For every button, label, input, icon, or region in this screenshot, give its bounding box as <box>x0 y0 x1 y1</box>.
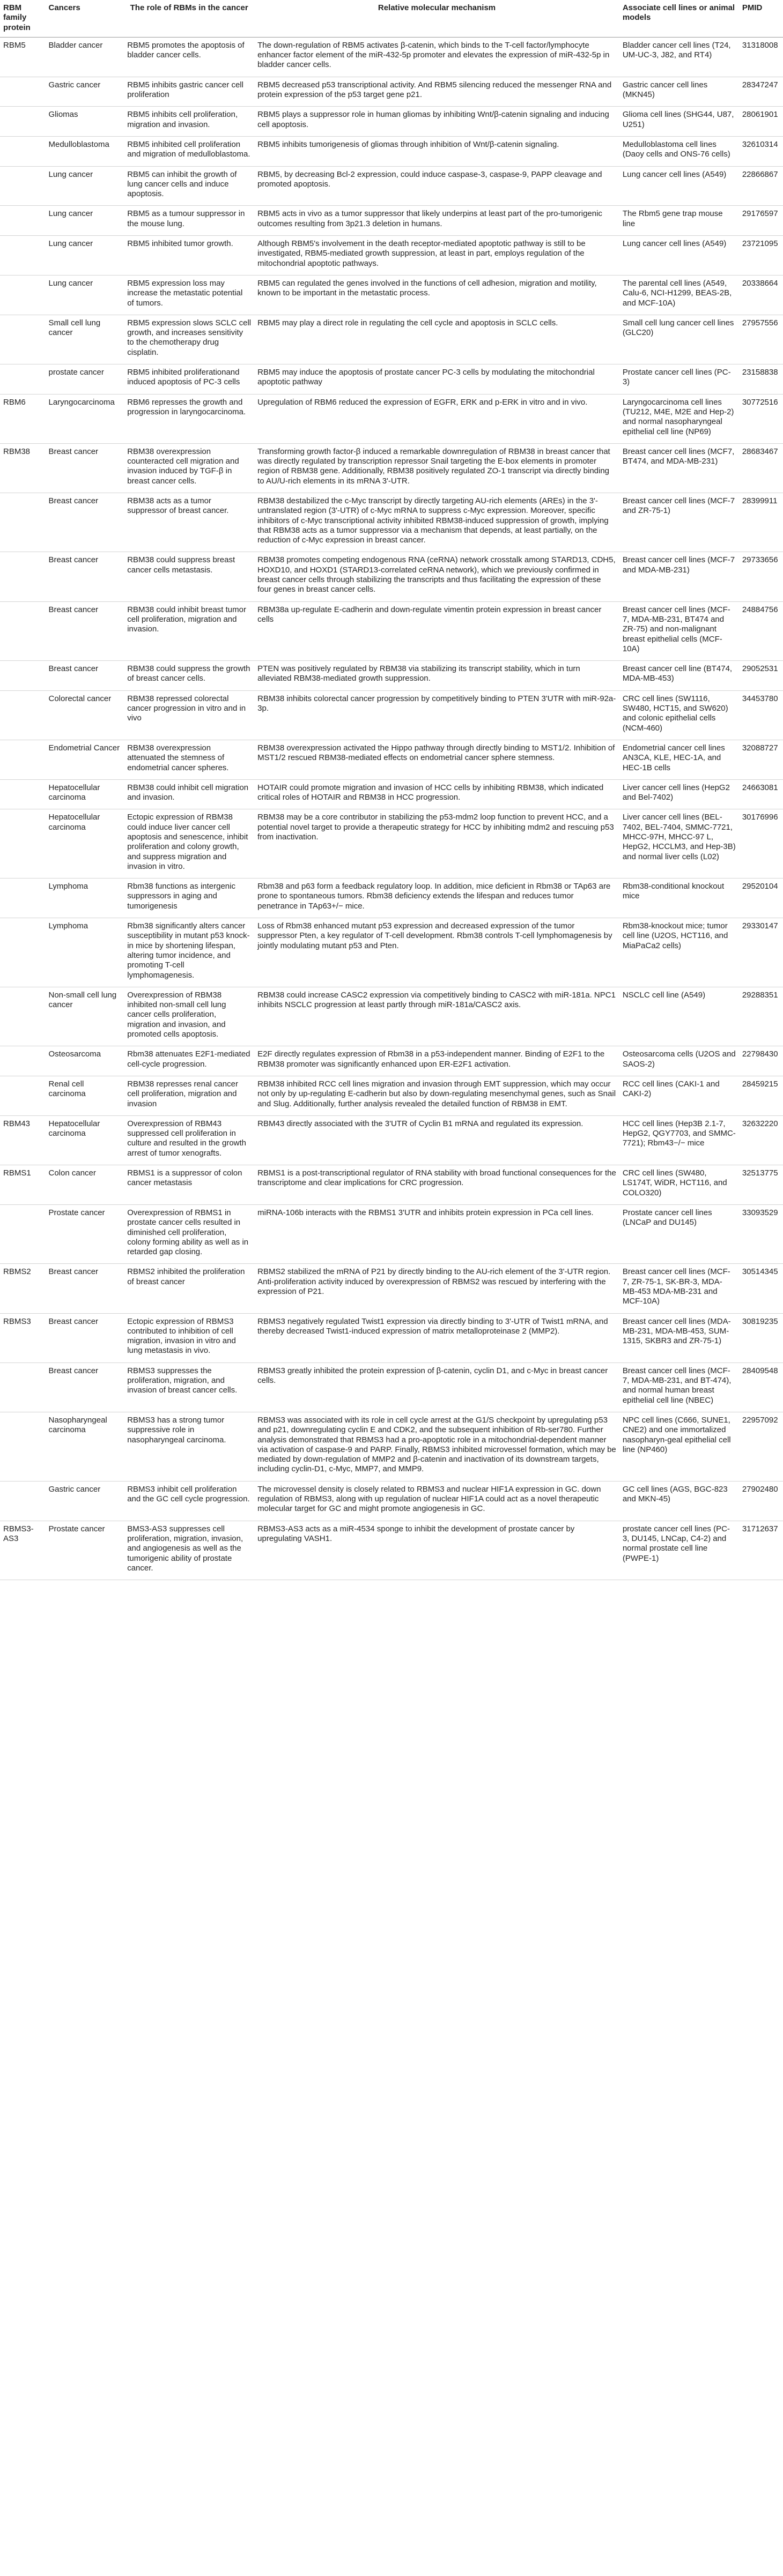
pmid-cell: 28061901 <box>739 107 783 137</box>
role-cell: RBM5 inhibits gastric cancer cell proliferation <box>124 77 254 107</box>
mechanism-cell: RBM5 plays a suppressor role in human gliomas by inhibiting Wnt/β-catenin signaling and inducing cell apoptosis. <box>254 107 619 137</box>
table-row <box>0 493 783 552</box>
cell-lines-cell: Laryngocarcinoma cell lines (TU212, M4E, M2E and Hep-2) and normal nasopharyngeal epithelial cell line (NP69) <box>619 394 739 443</box>
cell-lines-cell: prostate cancer cell lines (PC-3, DU145, LNCap, C4-2) and normal prostate cell line (PWPE-1) <box>619 1521 739 1580</box>
cell-lines-cell: GC cell lines (AGS, BGC-823 and MKN-45) <box>619 1481 739 1521</box>
table-row <box>0 690 783 740</box>
cancer-cell: Bladder cancer <box>46 37 124 77</box>
rbm-family-cell <box>0 987 46 1046</box>
table-row <box>0 1264 783 1313</box>
rbm-family-cell <box>0 779 46 809</box>
role-cell: RBM5 can inhibit the growth of lung cancer cells and induce apoptosis. <box>124 166 254 206</box>
role-cell: RBM38 acts as a tumor suppressor of breast cancer. <box>124 493 254 552</box>
table-row <box>0 1204 783 1263</box>
header-role: The role of RBMs in the cancer <box>124 0 254 37</box>
cancer-cell: Breast cancer <box>46 493 124 552</box>
rbm-family-cell: RBMS3 <box>0 1313 46 1363</box>
pmid-cell: 29520104 <box>739 878 783 918</box>
mechanism-cell: RBM38 overexpression activated the Hippo pathway through directly binding to MST1/2. Inhibition of MST1/2 rescued RBM38-mediated effects on endometrial cancer sphere stemness. <box>254 740 619 779</box>
table-row <box>0 1046 783 1076</box>
header-lines: Associate cell lines or animal models <box>619 0 739 37</box>
cancer-cell: Nasopharyngeal carcinoma <box>46 1412 124 1481</box>
role-cell: Overexpression of RBM38 inhibited non-small cell lung cancer cells proliferation, migration and invasion, and promoted cells apoptosis. <box>124 987 254 1046</box>
mechanism-cell: RBMS1 is a post-transcriptional regulator of RNA stability with broad functional consequences for the transcriptome and clear implications for CRC progression. <box>254 1165 619 1205</box>
cell-lines-cell: Glioma cell lines (SHG44, U87, U251) <box>619 107 739 137</box>
cancer-cell: Small cell lung cancer <box>46 315 124 364</box>
table-row <box>0 1115 783 1165</box>
mechanism-cell: RBM5 may play a direct role in regulating the cell cycle and apoptosis in SCLC cells. <box>254 315 619 364</box>
pmid-cell: 30819235 <box>739 1313 783 1363</box>
table-row <box>0 661 783 691</box>
role-cell: RBM5 expression loss may increase the metastatic potential of tumors. <box>124 275 254 315</box>
role-cell: Ectopic expression of RBMS3 contributed to inhibition of cell migration, invasion in vitro and lung metastasis in vivo. <box>124 1313 254 1363</box>
rbm-family-cell <box>0 661 46 691</box>
rbm-family-cell: RBMS1 <box>0 1165 46 1205</box>
cell-lines-cell: Osteosarcoma cells (U2OS and SAOS-2) <box>619 1046 739 1076</box>
role-cell: RBMS2 inhibited the proliferation of breast cancer <box>124 1264 254 1313</box>
pmid-cell: 23158838 <box>739 364 783 394</box>
pmid-cell: 32088727 <box>739 740 783 779</box>
mechanism-cell: RBM5, by decreasing Bcl-2 expression, could induce caspase-3, caspase-9, PAPP cleavage and promoted apoptosis. <box>254 166 619 206</box>
rbm-family-cell <box>0 740 46 779</box>
cell-lines-cell: Breast cancer cell lines (MCF-7 and ZR-75-1) <box>619 493 739 552</box>
pmid-cell: 28459215 <box>739 1076 783 1115</box>
cell-lines-cell: Bladder cancer cell lines (T24, UM-UC-3, J82, and RT4) <box>619 37 739 77</box>
mechanism-cell: RBMS2 stabilized the mRNA of P21 by directly binding to the AU-rich element of the 3'-UTR region. Anti-proliferation activity induced by overexpression of RBMS2 was rescued by interfering with the expression of P21. <box>254 1264 619 1313</box>
rbm-family-cell <box>0 918 46 987</box>
pmid-cell: 31712637 <box>739 1521 783 1580</box>
pmid-cell: 29733656 <box>739 552 783 601</box>
mechanism-cell: RBM5 may induce the apoptosis of prostate cancer PC-3 cells by modulating the mitochondrial apoptotic pathway <box>254 364 619 394</box>
role-cell: RBM5 inhibits cell proliferation, migration and invasion. <box>124 107 254 137</box>
header-pmid: PMID <box>739 0 783 37</box>
cell-lines-cell: Breast cancer cell line (BT474, MDA-MB-453) <box>619 661 739 691</box>
cancer-cell: Gastric cancer <box>46 77 124 107</box>
cell-lines-cell: Gastric cancer cell lines (MKN45) <box>619 77 739 107</box>
pmid-cell: 23721095 <box>739 236 783 276</box>
cell-lines-cell: Breast cancer cell lines (MCF-7, ZR-75-1, SK-BR-3, MDA-MB-453 MDA-MB-231 and MCF-10A) <box>619 1264 739 1313</box>
role-cell: RBMS3 has a strong tumor suppressive role in nasopharyngeal carcinoma. <box>124 1412 254 1481</box>
mechanism-cell: PTEN was positively regulated by RBM38 via stabilizing its transcript stability, which in turn alleviated RBM38-mediated growth suppression. <box>254 661 619 691</box>
cell-lines-cell: The parental cell lines (A549, Calu-6, NCI-H1299, BEAS-2B, and MCF-10A) <box>619 275 739 315</box>
table-row <box>0 315 783 364</box>
rbm-family-cell <box>0 206 46 236</box>
table-row <box>0 1521 783 1580</box>
cell-lines-cell: Endometrial cancer cell lines AN3CA, KLE, HEC-1A, and HEC-1B cells <box>619 740 739 779</box>
cell-lines-cell: Prostate cancer cell lines (LNCaP and DU145) <box>619 1204 739 1263</box>
mechanism-cell: Rbm38 and p63 form a feedback regulatory loop. In addition, mice deficient in Rbm38 or TAp63 are prone to spontaneous tumors. Rbm38 deficiency extends the lifespan and reduces tumor penetrance in TAp63+/− mice. <box>254 878 619 918</box>
cell-lines-cell: Liver cancer cell lines (BEL-7402, BEL-7404, SMMC-7721, MHCC-97H, MHCC-97 L, HepG2, HCCLM3, and Hep-3B) and normal liver cells (L02) <box>619 809 739 878</box>
cancer-cell: Gastric cancer <box>46 1481 124 1521</box>
rbm-family-cell <box>0 601 46 660</box>
cancer-cell: Osteosarcoma <box>46 1046 124 1076</box>
pmid-cell: 33093529 <box>739 1204 783 1263</box>
rbm-family-cell <box>0 878 46 918</box>
cancer-cell: Lung cancer <box>46 166 124 206</box>
mechanism-cell: The down-regulation of RBM5 activates β-catenin, which binds to the T-cell factor/lymphocyte enhancer factor element of the miR-432-5p promoter and elevates the expression of miR-432-5p in bladder cancer cells. <box>254 37 619 77</box>
cancer-cell: Lymphoma <box>46 878 124 918</box>
mechanism-cell: RBM5 decreased p53 transcriptional activity. And RBM5 silencing reduced the messenger RNA and protein expression of the p53 target gene p21. <box>254 77 619 107</box>
pmid-cell: 22798430 <box>739 1046 783 1076</box>
cancer-cell: Hepatocellular carcinoma <box>46 1115 124 1165</box>
table-row <box>0 601 783 660</box>
role-cell: RBM5 inhibited cell proliferation and migration of medulloblastoma. <box>124 136 254 166</box>
cell-lines-cell: Rbm38-conditional knockout mice <box>619 878 739 918</box>
rbm-family-cell <box>0 77 46 107</box>
table-row <box>0 552 783 601</box>
rbm-family-cell <box>0 493 46 552</box>
mechanism-cell: Upregulation of RBM6 reduced the expression of EGFR, ERK and p-ERK in vitro and in vivo. <box>254 394 619 443</box>
cell-lines-cell: Small cell lung cancer cell lines (GLC20) <box>619 315 739 364</box>
pmid-cell: 30176996 <box>739 809 783 878</box>
table-row <box>0 740 783 779</box>
cancer-cell: Laryngocarcinoma <box>46 394 124 443</box>
role-cell: Rbm38 attenuates E2F1-mediated cell-cycle progression. <box>124 1046 254 1076</box>
mechanism-cell: RBM38a up-regulate E-cadherin and down-regulate vimentin protein expression in breast cancer cells <box>254 601 619 660</box>
mechanism-cell: RBM5 acts in vivo as a tumor suppressor that likely underpins at least part of the pro-tumorigenic outcomes resulting from 3p21.3 deletion in humans. <box>254 206 619 236</box>
role-cell: RBM5 as a tumour suppressor in the mouse lung. <box>124 206 254 236</box>
table-row <box>0 1412 783 1481</box>
mechanism-cell: RBM38 could increase CASC2 expression via competitively binding to CASC2 with miR-181a. NPC1 inhibits NSCLC progression at least partly through miR-181a/CASC2 axis. <box>254 987 619 1046</box>
table-row <box>0 918 783 987</box>
role-cell: Ectopic expression of RBM38 could induce liver cancer cell apoptosis and senescence, inhibit proliferation and colony growth, and suppress migration and invasion in vitro. <box>124 809 254 878</box>
pmid-cell: 22957092 <box>739 1412 783 1481</box>
pmid-cell: 27957556 <box>739 315 783 364</box>
rbm-family-cell <box>0 1046 46 1076</box>
role-cell: Overexpression of RBMS1 in prostate cancer cells resulted in diminished cell proliferation, colony forming ability as well as in retarded gap closing. <box>124 1204 254 1263</box>
mechanism-cell: RBMS3 greatly inhibited the protein expression of β-catenin, cyclin D1, and c-Myc in breast cancer cells. <box>254 1363 619 1412</box>
table-row <box>0 1313 783 1363</box>
cell-lines-cell: Liver cancer cell lines (HepG2 and Bel-7402) <box>619 779 739 809</box>
rbm-family-cell: RBM38 <box>0 443 46 493</box>
pmid-cell: 20338664 <box>739 275 783 315</box>
cell-lines-cell: Prostate cancer cell lines (PC-3) <box>619 364 739 394</box>
pmid-cell: 32513775 <box>739 1165 783 1205</box>
table-row <box>0 166 783 206</box>
cancer-cell: Breast cancer <box>46 443 124 493</box>
cancer-cell: Breast cancer <box>46 552 124 601</box>
cell-lines-cell: HCC cell lines (Hep3B 2.1-7, HepG2, QGY7703, and SMMC-7721); Rbm43−/− mice <box>619 1115 739 1165</box>
cell-lines-cell: Breast cancer cell lines (MDA-MB-231, MDA-MB-453, SUM-1315, SKBR3 and ZR-75-1) <box>619 1313 739 1363</box>
cell-lines-cell: CRC cell lines (SW480, LS174T, WiDR, HCT116, and COLO320) <box>619 1165 739 1205</box>
pmid-cell: 29330147 <box>739 918 783 987</box>
cancer-cell: Breast cancer <box>46 1363 124 1412</box>
cancer-cell: Medulloblastoma <box>46 136 124 166</box>
rbm-family-cell: RBM43 <box>0 1115 46 1165</box>
table-row <box>0 809 783 878</box>
rbm-family-cell <box>0 315 46 364</box>
header-row <box>0 0 783 37</box>
cancer-cell: Lung cancer <box>46 206 124 236</box>
table-row <box>0 364 783 394</box>
table-row <box>0 1076 783 1115</box>
rbm-family-cell <box>0 166 46 206</box>
cancer-cell: Renal cell carcinoma <box>46 1076 124 1115</box>
pmid-cell: 29052531 <box>739 661 783 691</box>
rbm-family-cell <box>0 236 46 276</box>
cell-lines-cell: RCC cell lines (CAKI-1 and CAKI-2) <box>619 1076 739 1115</box>
pmid-cell: 24884756 <box>739 601 783 660</box>
pmid-cell: 28409548 <box>739 1363 783 1412</box>
role-cell: RBM38 could suppress breast cancer cells metastasis. <box>124 552 254 601</box>
rbm-family-cell <box>0 1481 46 1521</box>
cell-lines-cell: Rbm38-knockout mice; tumor cell line (U2OS, HCT116, and MiaPaCa2 cells) <box>619 918 739 987</box>
table-row <box>0 37 783 77</box>
rbm-family-cell <box>0 1412 46 1481</box>
pmid-cell: 32610314 <box>739 136 783 166</box>
rbm-family-cell <box>0 1363 46 1412</box>
role-cell: Rbm38 functions as intergenic suppressors in aging and tumorigenesis <box>124 878 254 918</box>
cell-lines-cell: Medulloblastoma cell lines (Daoy cells and ONS-76 cells) <box>619 136 739 166</box>
pmid-cell: 24663081 <box>739 779 783 809</box>
pmid-cell: 22866867 <box>739 166 783 206</box>
role-cell: Overexpression of RBM43 suppressed cell proliferation in culture and resulted in the growth arrest of tumor xenografts. <box>124 1115 254 1165</box>
header-mechanism: Relative molecular mechanism <box>254 0 619 37</box>
role-cell: BMS3-AS3 suppresses cell proliferation, migration, invasion, and angiogenesis as well as the tumorigenic ability of prostate cancer. <box>124 1521 254 1580</box>
mechanism-cell: Although RBM5's involvement in the death receptor-mediated apoptotic pathway is still to be investigated, RBM5-mediated growth suppression, at least in part, employs regulation of the mitochondrial apoptotic pathways. <box>254 236 619 276</box>
rbm-family-cell: RBMS2 <box>0 1264 46 1313</box>
table-row <box>0 1481 783 1521</box>
rbm-family-cell <box>0 107 46 137</box>
cancer-cell: Colon cancer <box>46 1165 124 1205</box>
mechanism-cell: RBMS3-AS3 acts as a miR-4534 sponge to inhibit the development of prostate cancer by upregulating VASH1. <box>254 1521 619 1580</box>
mechanism-cell: RBM38 inhibits colorectal cancer progression by competitively binding to PTEN 3'UTR with miR-92a-3p. <box>254 690 619 740</box>
role-cell: RBM38 could suppress the growth of breast cancer cells. <box>124 661 254 691</box>
cell-lines-cell: Breast cancer cell lines (MCF-7 and MDA-MB-231) <box>619 552 739 601</box>
rbm-family-cell <box>0 364 46 394</box>
pmid-cell: 31318008 <box>739 37 783 77</box>
mechanism-cell: RBM43 directly associated with the 3'UTR of Cyclin B1 mRNA and regulated its expression. <box>254 1115 619 1165</box>
rbm-family-cell <box>0 275 46 315</box>
mechanism-cell: Transforming growth factor-β induced a remarkable downregulation of RBM38 in breast cancer that was directly regulated by transcription repressor Snail targeting the E-box elements in promoter region of RBM38 gene. Additionally, RBM38 positively regulated ZO-1 transcript via directly binding to AU/U-rich elements in its mRNA 3'-UTR. <box>254 443 619 493</box>
cancer-cell: Endometrial Cancer <box>46 740 124 779</box>
rbm-family-cell: RBM6 <box>0 394 46 443</box>
cancer-cell: Breast cancer <box>46 661 124 691</box>
table-row <box>0 779 783 809</box>
role-cell: RBM6 represses the growth and progression in laryngocarcinoma. <box>124 394 254 443</box>
cancer-cell: Prostate cancer <box>46 1204 124 1263</box>
role-cell: RBM5 inhibited proliferationand induced apoptosis of PC-3 cells <box>124 364 254 394</box>
table-row <box>0 136 783 166</box>
mechanism-cell: RBMS3 negatively regulated Twist1 expression via directly binding to 3'-UTR of Twist1 mRNA, and thereby decreased Twist1-induced expression of matrix metalloproteinase 2 (MMP2). <box>254 1313 619 1363</box>
mechanism-cell: RBM38 destabilized the c-Myc transcript by directly targeting AU-rich elements (AREs) in the 3'-untranslated region (3'-UTR) of c-Myc mRNA to suppress c-Myc expression. Moreover, specific inhibitors of c-Myc transcriptional activity inhibited RBM38-induced suppression of growth, implying that RBM38 acts as a tumor suppressor via a mechanism that depends, at least partially, on the reduction of c-Myc expression in breast cancer. <box>254 493 619 552</box>
table-row <box>0 107 783 137</box>
cell-lines-cell: Breast cancer cell lines (MCF-7, MDA-MB-231, and BT-474), and normal human breast epithelial cell line (NBEC) <box>619 1363 739 1412</box>
cancer-cell: Breast cancer <box>46 1264 124 1313</box>
pmid-cell: 29176597 <box>739 206 783 236</box>
pmid-cell: 30772516 <box>739 394 783 443</box>
cancer-cell: Prostate cancer <box>46 1521 124 1580</box>
rbm-family-cell <box>0 690 46 740</box>
mechanism-cell: RBMS3 was associated with its role in cell cycle arrest at the G1/S checkpoint by upregulating p53 and p21, downregulating cyclin E and CDK2, and the subsequent inhibition of Rb-ser780. Further analysis demonstrated that RBMS3 had a pro-apoptotic role in a mitochondrial-dependent manner via activation of caspase-9 and PARP. Finally, RBMS3 inhibited microvessel formation, which may be mediated by down-regulation of MMP2 and β-catenin and inactivation of its downstream targets, including cyclin-D1, c-Myc, MMP7, and MMP9. <box>254 1412 619 1481</box>
mechanism-cell: RBM5 can regulated the genes involved in the functions of cell adhesion, migration and motility, known to be important in the metastatic process. <box>254 275 619 315</box>
cancer-cell: Lung cancer <box>46 236 124 276</box>
header-rbm: RBM family protein <box>0 0 46 37</box>
cancer-cell: Lymphoma <box>46 918 124 987</box>
rbm-family-cell <box>0 136 46 166</box>
table-body <box>0 37 783 1580</box>
pmid-cell: 32632220 <box>739 1115 783 1165</box>
role-cell: RBM5 promotes the apoptosis of bladder cancer cells. <box>124 37 254 77</box>
cell-lines-cell: Breast cancer cell lines (MCF7, BT474, and MDA-MB-231) <box>619 443 739 493</box>
role-cell: RBM5 inhibited tumor growth. <box>124 236 254 276</box>
pmid-cell: 28399911 <box>739 493 783 552</box>
pmid-cell: 34453780 <box>739 690 783 740</box>
role-cell: RBM38 repressed colorectal cancer progression in vitro and in vivo <box>124 690 254 740</box>
role-cell: RBM38 could inhibit cell migration and invasion. <box>124 779 254 809</box>
mechanism-cell: RBM38 may be a core contributor in stabilizing the p53-mdm2 loop function to prevent HCC, and a potential novel target to provide a therapeutic strategy for HCC by inhibiting mdm2 and rescuing p53 from inactivation. <box>254 809 619 878</box>
role-cell: RBM38 overexpression attenuated the stemness of endometrial cancer spheres. <box>124 740 254 779</box>
role-cell: RBM5 expression slows SCLC cell growth, and increases sensitivity to the chemotherapy drug cisplatin. <box>124 315 254 364</box>
table-row <box>0 1165 783 1205</box>
rbm-family-cell <box>0 809 46 878</box>
cancer-cell: Gliomas <box>46 107 124 137</box>
role-cell: RBMS1 is a suppressor of colon cancer metastasis <box>124 1165 254 1205</box>
table-row <box>0 236 783 276</box>
mechanism-cell: Loss of Rbm38 enhanced mutant p53 expression and decreased expression of the tumor suppressor Pten, a key regulator of T-cell development. Rbm38 controls T-cell lymphomagenesis by jointly modulating mutant p53 and Pten. <box>254 918 619 987</box>
rbm-family-cell <box>0 1204 46 1263</box>
rbm-family-cell: RBM5 <box>0 37 46 77</box>
mechanism-cell: HOTAIR could promote migration and invasion of HCC cells by inhibiting RBM38, which indicated critical roles of HOTAIR and RBM38 in HCC progression. <box>254 779 619 809</box>
table-row <box>0 77 783 107</box>
cancer-cell: Hepatocellular carcinoma <box>46 809 124 878</box>
pmid-cell: 30514345 <box>739 1264 783 1313</box>
cancer-cell: prostate cancer <box>46 364 124 394</box>
cell-lines-cell: CRC cell lines (SW1116, SW480, HCT15, and SW620) and colonic epithelial cells (NCM-460) <box>619 690 739 740</box>
mechanism-cell: RBM5 inhibits tumorigenesis of gliomas through inhibition of Wnt/β-catenin signaling. <box>254 136 619 166</box>
role-cell: RBMS3 suppresses the proliferation, migration, and invasion of breast cancer cells. <box>124 1363 254 1412</box>
cell-lines-cell: Lung cancer cell lines (A549) <box>619 166 739 206</box>
table-row <box>0 394 783 443</box>
role-cell: RBM38 overexpression counteracted cell migration and invasion induced by TGF-β in breast cancer cells. <box>124 443 254 493</box>
pmid-cell: 28347247 <box>739 77 783 107</box>
mechanism-cell: RBM38 promotes competing endogenous RNA (ceRNA) network crosstalk among STARD13, CDH5, HOXD10, and HOXD1 (STARD13-correlated ceRNA network), which we previously confirmed in breast cancer cells through stabilizing the transcripts and thus facilitating the expression of these four genes in breast cancer cells. <box>254 552 619 601</box>
cell-lines-cell: The Rbm5 gene trap mouse line <box>619 206 739 236</box>
pmid-cell: 28683467 <box>739 443 783 493</box>
pmid-cell: 27902480 <box>739 1481 783 1521</box>
role-cell: RBM38 represses renal cancer cell proliferation, migration and invasion <box>124 1076 254 1115</box>
header-cancers: Cancers <box>46 0 124 37</box>
role-cell: RBM38 could inhibit breast tumor cell proliferation, migration and invasion. <box>124 601 254 660</box>
pmid-cell: 29288351 <box>739 987 783 1046</box>
cancer-cell: Colorectal cancer <box>46 690 124 740</box>
table-row <box>0 878 783 918</box>
table-row <box>0 206 783 236</box>
mechanism-cell: RBM38 inhibited RCC cell lines migration and invasion through EMT suppression, which may occur not only by up-regulating E-cadherin but also by down-regulating mesenchymal genes, such as Snail and Slug. Additionally, further analysis revealed the detailed function of RBM38 in EMT. <box>254 1076 619 1115</box>
role-cell: Rbm38 significantly alters cancer susceptibility in mutant p53 knock-in mice by shortening lifespan, altering tumor incidence, and promoting T-cell lymphomagenesis. <box>124 918 254 987</box>
cancer-cell: Non-small cell lung cancer <box>46 987 124 1046</box>
cancer-cell: Breast cancer <box>46 601 124 660</box>
table-row <box>0 1363 783 1412</box>
table-row <box>0 987 783 1046</box>
cancer-cell: Lung cancer <box>46 275 124 315</box>
role-cell: RBMS3 inhibit cell proliferation and the GC cell cycle progression. <box>124 1481 254 1521</box>
cell-lines-cell: Lung cancer cell lines (A549) <box>619 236 739 276</box>
cancer-cell: Breast cancer <box>46 1313 124 1363</box>
cell-lines-cell: Breast cancer cell lines (MCF-7, MDA-MB-231, BT474 and ZR-75) and non-malignant breast epithelial cells (MCF-10A) <box>619 601 739 660</box>
mechanism-cell: The microvessel density is closely related to RBMS3 and nuclear HIF1A expression in GC. down regulation of RBMS3, along with up regulation of nuclear HIF1A could act as a novel therapeutic molecular target for GC and might promote angiogenesis in GC. <box>254 1481 619 1521</box>
table-row <box>0 275 783 315</box>
rbm-family-cell <box>0 552 46 601</box>
rbm-family-cell: RBMS3-AS3 <box>0 1521 46 1580</box>
cell-lines-cell: NPC cell lines (C666, SUNE1, CNE2) and one immortalized nasopharyn-geal epithelial cell line (NP460) <box>619 1412 739 1481</box>
cell-lines-cell: NSCLC cell line (A549) <box>619 987 739 1046</box>
rbm-family-cell <box>0 1076 46 1115</box>
mechanism-cell: E2F directly regulates expression of Rbm38 in a p53-independent manner. Binding of E2F1 to the RBM38 promoter was significantly enhanced upon ER-E2F1 activation. <box>254 1046 619 1076</box>
mechanism-cell: miRNA-106b interacts with the RBMS1 3'UTR and inhibits protein expression in PCa cell lines. <box>254 1204 619 1263</box>
table-row <box>0 443 783 493</box>
cancer-cell: Hepatocellular carcinoma <box>46 779 124 809</box>
